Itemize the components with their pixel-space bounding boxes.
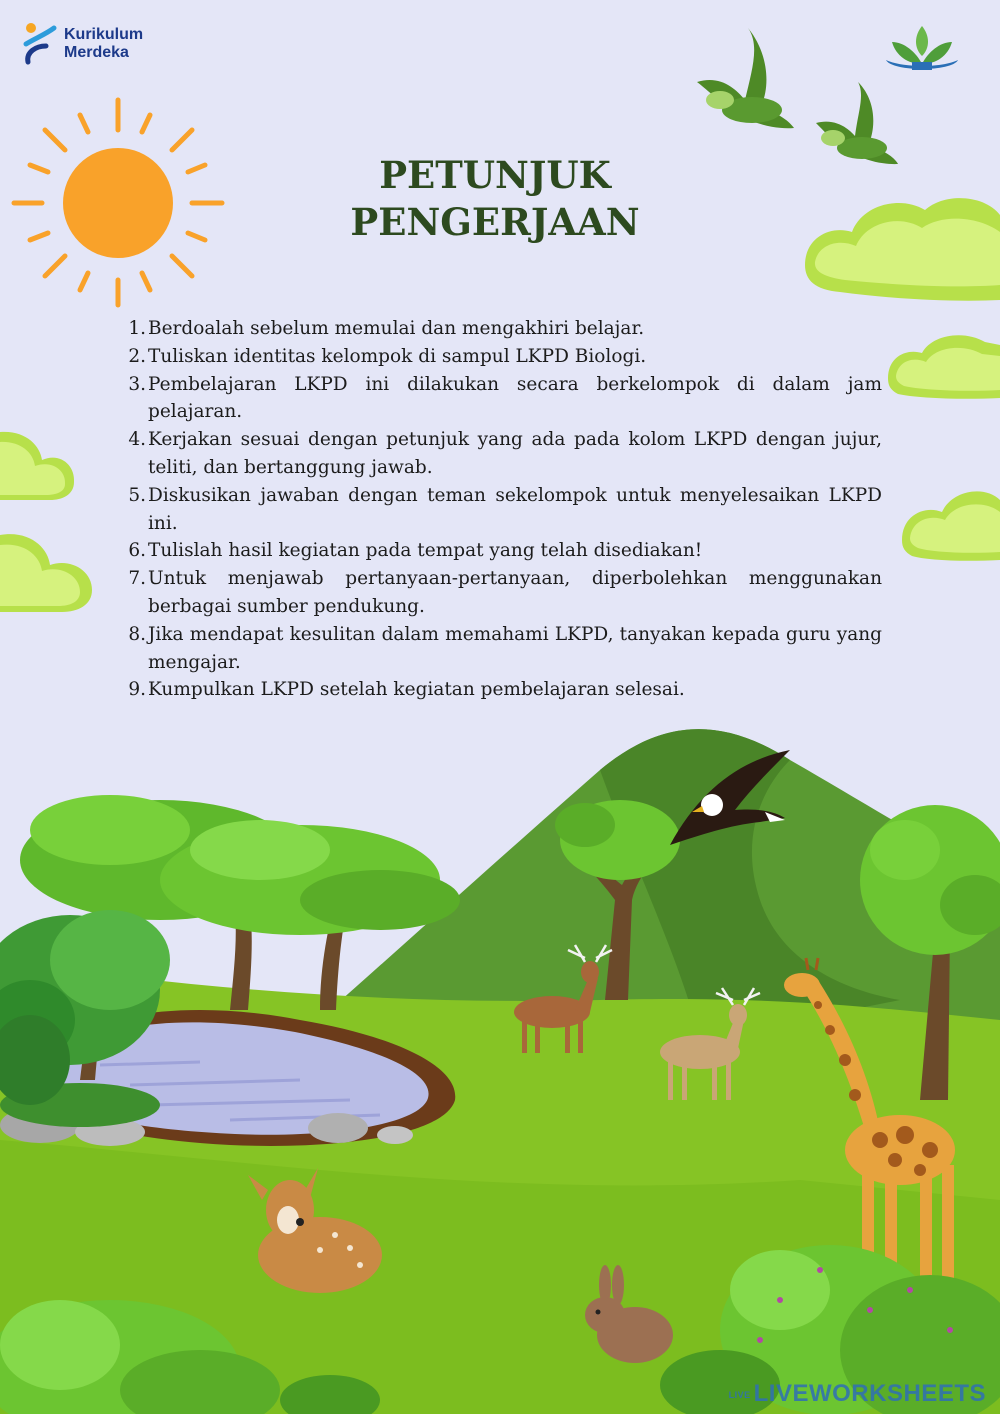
- school-emblem-icon: [882, 22, 962, 78]
- item-number: 6.: [128, 540, 146, 562]
- item-text: Jika mendapat kesulitan dalam memahami LKPD, tanyakan kepada guru yang mengajar.: [148, 623, 882, 673]
- cloud-icon: [902, 491, 1000, 560]
- title-line-2: PENGERJAAN: [350, 200, 640, 244]
- watermark-text: LIVEWORKSHEETS: [753, 1380, 986, 1407]
- list-item: [118, 426, 882, 482]
- kurikulum-merdeka-icon: [22, 22, 58, 66]
- item-text: Tuliskan identitas kelompok di sampul LKPD Biologi.: [148, 345, 647, 367]
- list-item: [118, 621, 882, 677]
- instruction-list: [118, 315, 882, 704]
- sun-icon: [14, 100, 222, 305]
- item-number: 7.: [128, 568, 146, 590]
- kurikulum-merdeka-logo: [22, 22, 143, 66]
- list-item: [118, 565, 882, 621]
- item-number: 2.: [128, 345, 146, 367]
- list-item: [118, 371, 882, 427]
- item-number: 9.: [128, 679, 146, 701]
- cloud-icon: [805, 198, 1000, 301]
- cloud-icon: [0, 432, 74, 500]
- item-number: 1.: [128, 318, 146, 339]
- item-number: 3.: [128, 373, 146, 395]
- item-number: 5.: [128, 484, 146, 506]
- bird-icon: [816, 82, 898, 164]
- list-item: [118, 482, 882, 538]
- logo-line-1: Kurikulum: [64, 26, 144, 43]
- item-text: Berdoalah sebelum memulai dan mengakhiri belajar.: [148, 318, 645, 339]
- liveworksheets-watermark: [729, 1380, 986, 1408]
- list-item: [118, 676, 882, 704]
- item-text: Kumpulkan LKPD setelah kegiatan pembelajaran selesai.: [148, 679, 685, 701]
- title-line-1: PETUNJUK: [379, 153, 611, 197]
- bird-icon: [697, 28, 794, 128]
- page-title: [300, 152, 690, 246]
- logo-line-2: Merdeka: [64, 44, 129, 61]
- item-text: Pembelajaran LKPD ini dilakukan secara berkelompok di dalam jam pelajaran.: [148, 373, 882, 423]
- item-number: 8.: [128, 623, 146, 645]
- cloud-icon: [888, 335, 1000, 399]
- list-item: [118, 343, 882, 371]
- item-text: Diskusikan jawaban dengan teman sekelompok untuk menyelesaikan LKPD ini.: [148, 484, 882, 534]
- list-item: [118, 537, 882, 565]
- cloud-icon: [0, 534, 92, 612]
- item-text: Kerjakan sesuai dengan petunjuk yang ada pada kolom LKPD dengan jujur, teliti, dan bertanggung jawab.: [148, 429, 882, 478]
- list-item: [118, 315, 882, 343]
- item-text: Tulislah hasil kegiatan pada tempat yang telah disediakan!: [148, 540, 703, 562]
- item-number: 4.: [128, 429, 146, 451]
- watermark-badge: LIVE: [728, 1389, 751, 1400]
- item-text: Untuk menjawab pertanyaan-pertanyaan, diperbolehkan menggunakan berbagai sumber pendukung.: [148, 568, 882, 617]
